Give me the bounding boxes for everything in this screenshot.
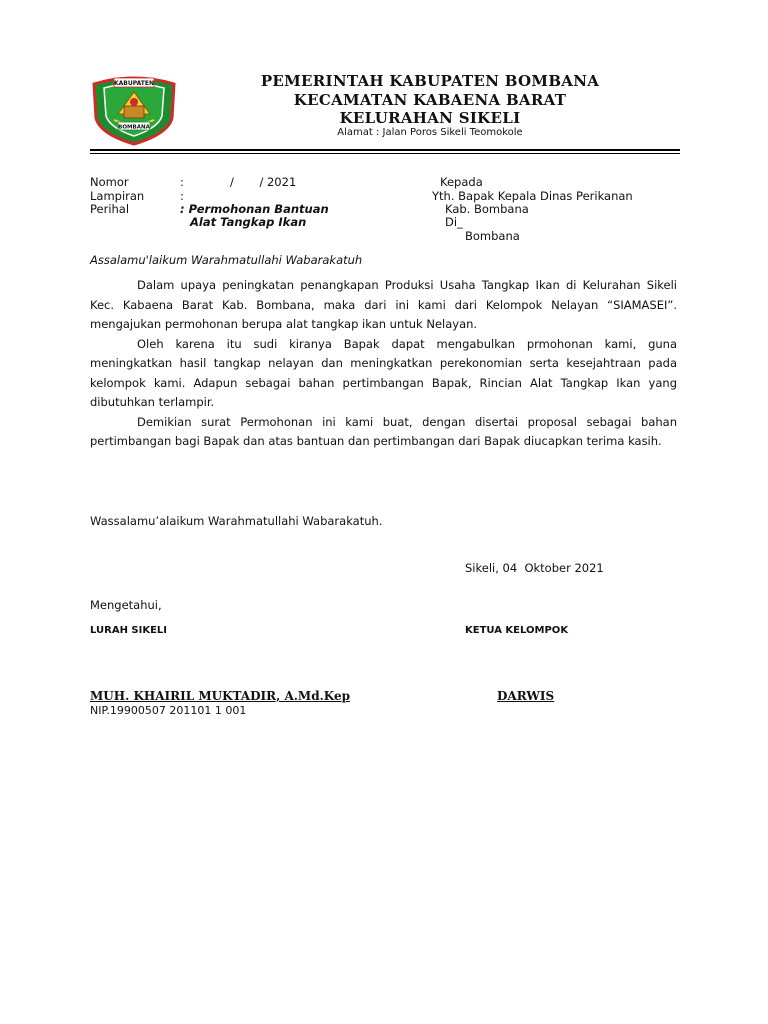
header-line-2: KECAMATAN KABAENA BARAT bbox=[293, 91, 567, 109]
perihal-label: Perihal bbox=[90, 202, 130, 216]
header-rule-thin bbox=[90, 153, 680, 154]
right-signatory-name: DARWIS bbox=[497, 689, 555, 703]
perihal-value-1: : Permohonan Bantuan bbox=[180, 202, 329, 216]
header-rule-thick bbox=[90, 149, 680, 151]
greeting: Assalamu'laikum Warahmatullahi Wabarakatuh bbox=[90, 253, 363, 267]
header-address: Alamat : Jalan Poros Sikeli Teomokole bbox=[337, 127, 523, 138]
lampiran-colon: : bbox=[180, 189, 184, 203]
recipient-kepada: Kepada bbox=[440, 175, 483, 189]
regency-logo bbox=[88, 70, 180, 146]
left-signatory-name: MUH. KHAIRIL MUKTADIR, A.Md.Kep bbox=[90, 689, 350, 703]
nomor-value: / / 2021 bbox=[230, 175, 297, 189]
nomor-label: Nomor bbox=[90, 175, 129, 189]
perihal-value-2: Alat Tangkap Ikan bbox=[190, 215, 307, 229]
letter-body bbox=[90, 276, 677, 452]
paragraph-1: Dalam upaya peningkatan penangkapan Produksi Usaha Tangkap Ikan di Kelurahan Sikeli Kec. Kabaena Barat Kab. Bombana, maka dari ini kami dari Kelompok Nelayan “SIAMASEI”. mengajukan permohonan berupa alat tangkap ikan untuk Nelayan. bbox=[90, 278, 677, 331]
left-signatory-title: LURAH SIKELI bbox=[90, 625, 168, 636]
paragraph-3: Demikian surat Permohonan ini kami buat, dengan disertai proposal sebagai bahan pertimbangan bagi Bapak dan atas bantuan dan pertimbangan dari Bapak diucapkan terima kasih. bbox=[90, 414, 677, 448]
recipient-di: Di_ bbox=[445, 215, 463, 229]
recipient-yth: Yth. Bapak Kepala Dinas Perikanan bbox=[432, 189, 633, 203]
mengetahui: Mengetahui, bbox=[90, 598, 162, 612]
lampiran-label: Lampiran bbox=[90, 189, 145, 203]
recipient-kab: Kab. Bombana bbox=[445, 202, 529, 216]
logo-top-text: KABUPATEN bbox=[114, 80, 154, 87]
recipient-city: Bombana bbox=[465, 229, 520, 243]
nomor-colon: : bbox=[180, 175, 184, 189]
date-place: Sikeli, 04 Oktober 2021 bbox=[465, 561, 604, 575]
header-line-1: PEMERINTAH KABUPATEN BOMBANA bbox=[260, 72, 600, 90]
paragraph-2: Oleh karena itu sudi kiranya Bapak dapat mengabulkan prmohonan kami, guna meningkatkan hasil tangkap nelayan dan meningkatkan perekonomian serta kesejahtraan pada kelompok kami. Adapun sebagai bahan pertimbangan Bapak, Rincian Alat Tangkap Ikan yang dibutuhkan terlampir. bbox=[90, 336, 677, 409]
right-signatory-title: KETUA KELOMPOK bbox=[465, 625, 569, 636]
header-line-3: KELURAHAN SIKELI bbox=[339, 109, 521, 127]
closing: Wassalamu’alaikum Warahmatullahi Wabarakatuh. bbox=[90, 514, 383, 528]
logo-bottom-text: BOMBANA bbox=[118, 124, 150, 131]
left-signatory-nip: NIP.19900507 201101 1 001 bbox=[90, 704, 247, 717]
